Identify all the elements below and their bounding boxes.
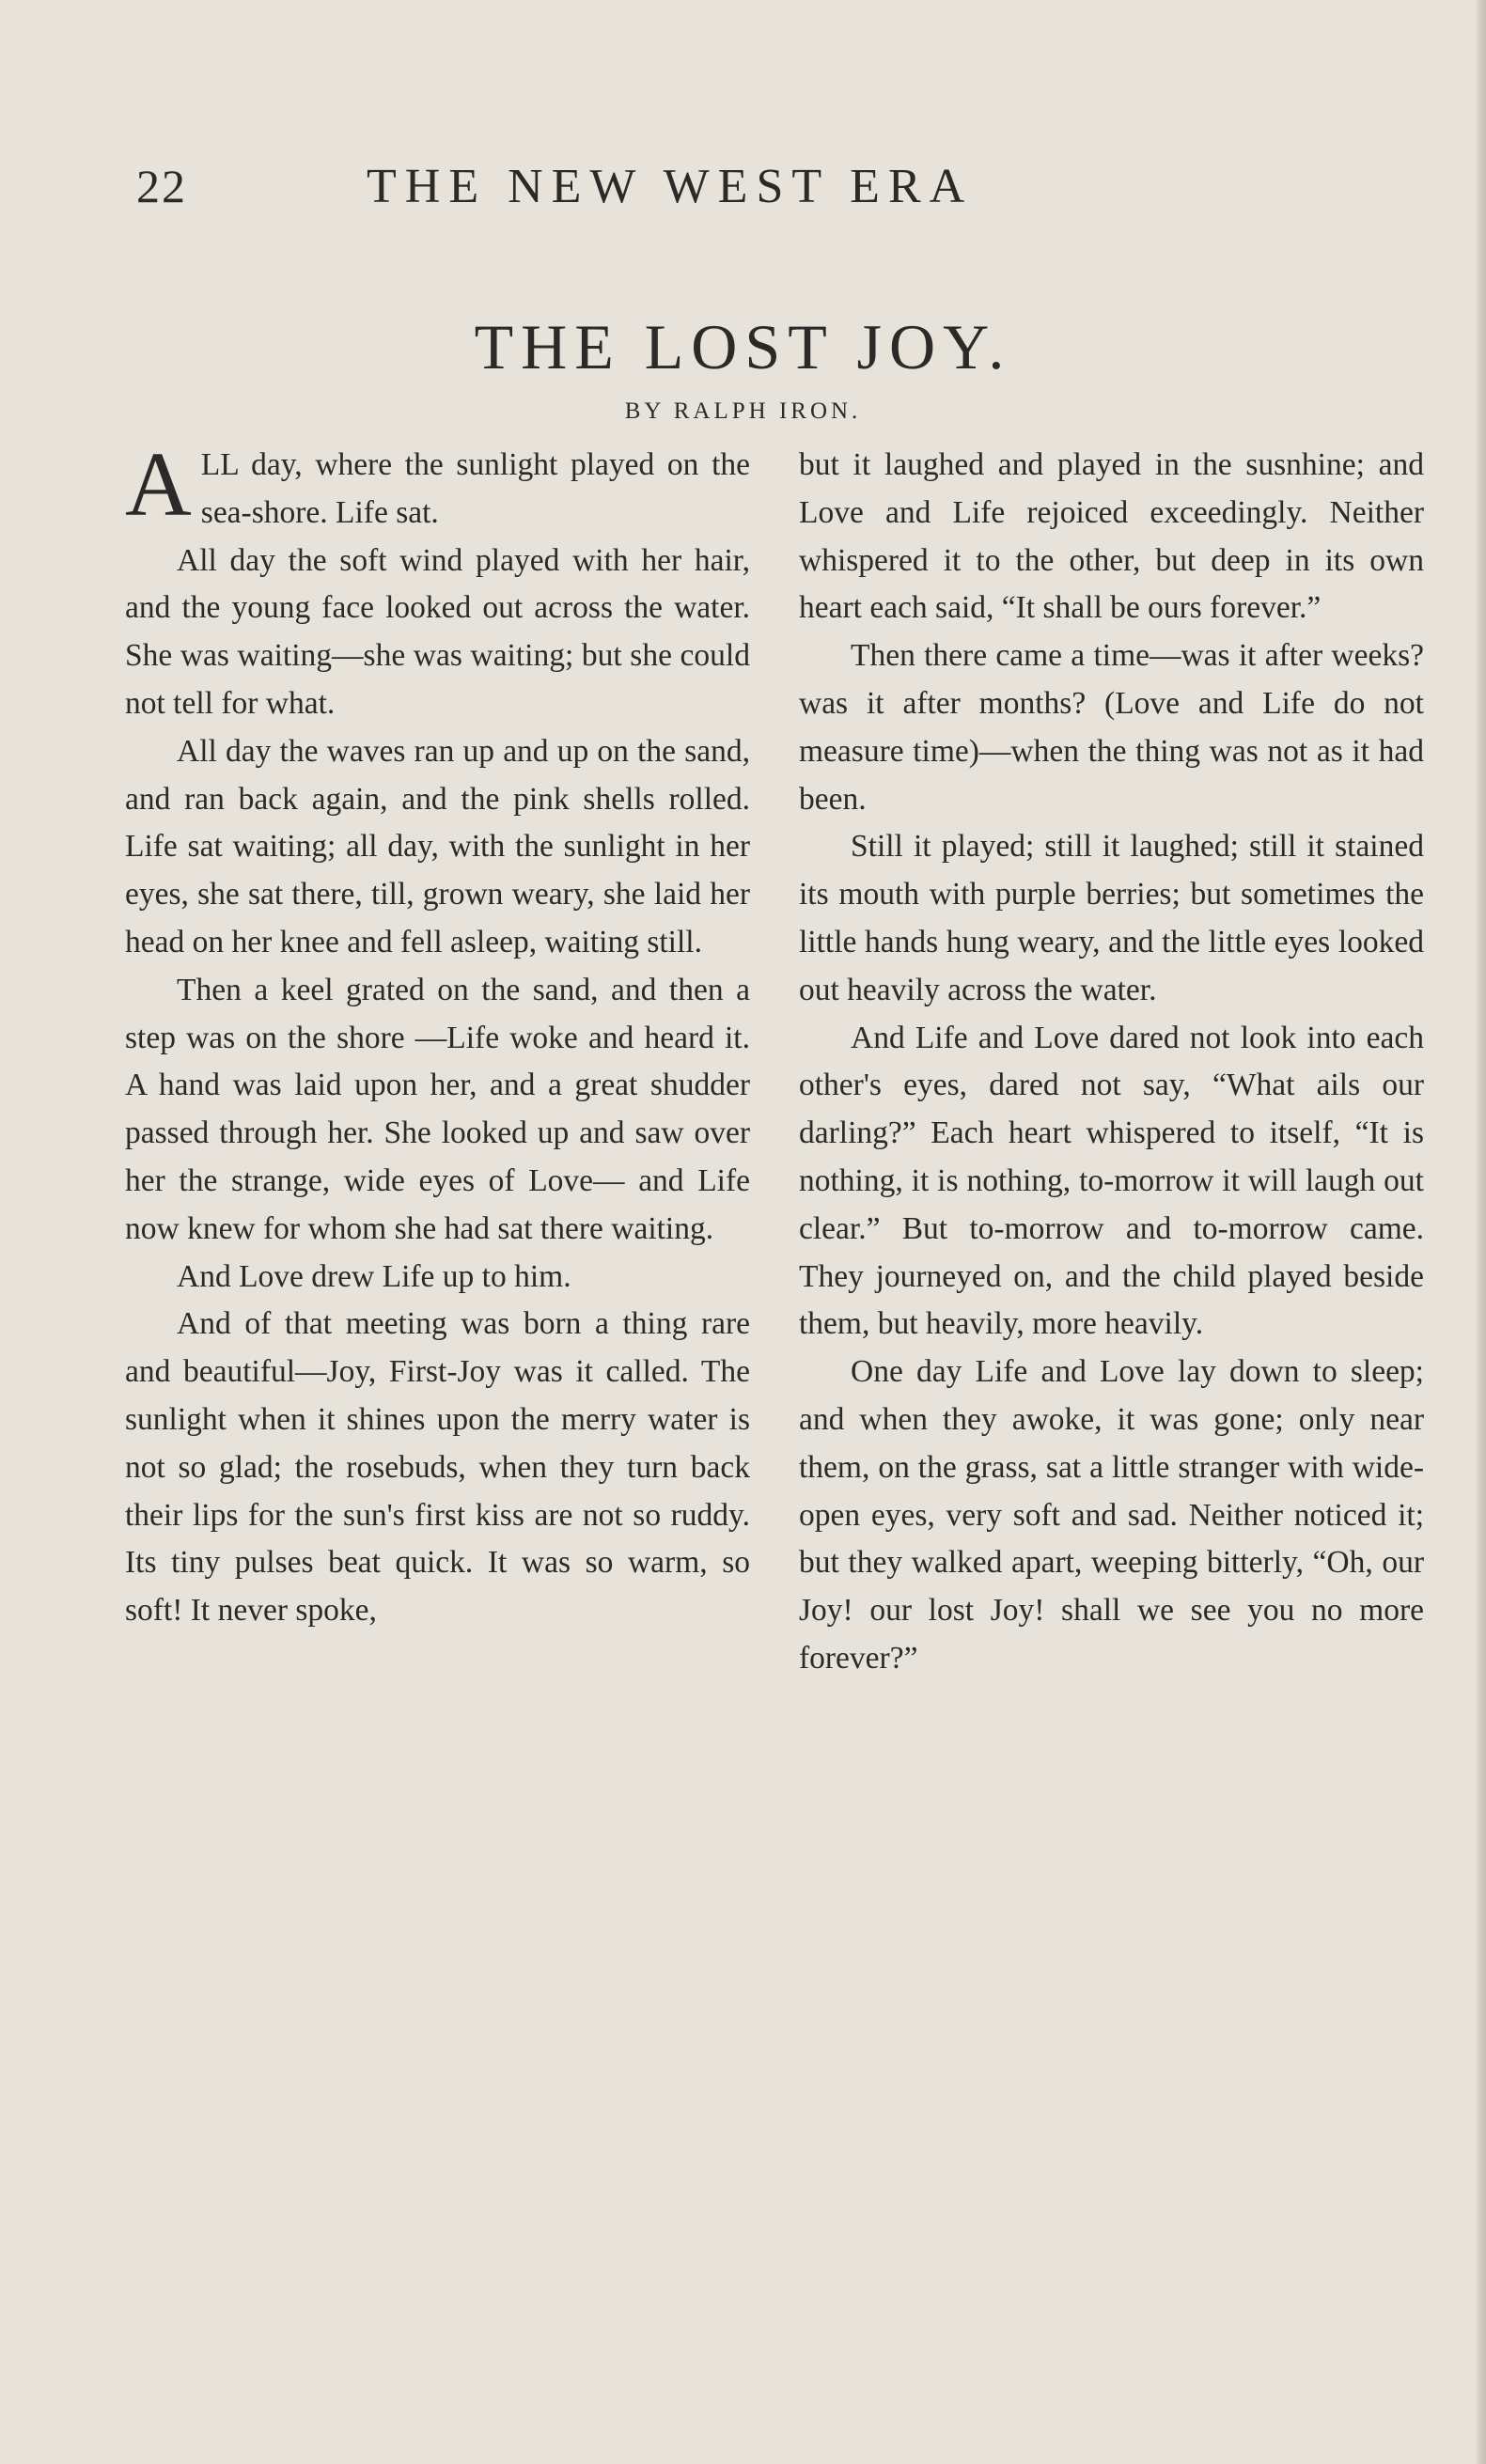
page-edge — [1477, 0, 1486, 2464]
article-title: THE LOST JOY. — [474, 311, 1012, 382]
paragraph: Then there came a time—was it after weeks? was it after months? (Love and Life do not measure time)—when the thing was not as it had been. — [799, 638, 1424, 817]
paragraph: One day Life and Love lay down to sleep; and when they awoke, it was gone; only near them, on the grass, sat a little stranger with wide-open eyes, very soft and sad. Neither noticed it; but they walked apart, weeping bitterly, “Oh, our Joy! our lost Joy! shall we see you no more forever?” — [799, 1354, 1424, 1676]
journal-title: THE NEW WEST ERA — [367, 160, 974, 213]
paragraph: Still it played; still it laughed; still it stained its mouth with purple berries; but sometimes the little hands hung weary, and the little eyes looked out heavily across the water. — [799, 829, 1424, 1007]
running-header — [136, 160, 1217, 228]
paragraph: And Love drew Life up to him. — [177, 1258, 571, 1294]
paragraph: And Life and Love dared not look into each other's eyes, dared not say, “What ails our darling?” Each heart whispered to itself, “It is nothing, it is nothing, to-morrow it will laugh out clear.” But to-morrow and to-morrow came. They journeyed on, and the child played beside them, but heavily, more heavily. — [799, 1020, 1424, 1342]
paragraph: And of that meeting was born a thing rare and beautiful—Joy, First-Joy was it called. The sunlight when it shines upon the merry water is not so glad; the rosebuds, when they turn back their lips for the sun's first kiss are not so ruddy. Its tiny pulses beat quick. It was so warm, so soft! It never spoke, — [125, 1306, 750, 1629]
paragraph: but it laughed and played in the susnhine; and Love and Life rejoiced exceedingly. Neither whispered it to the other, but deep in its own heart each said, “It shall be ours forever.” — [799, 447, 1424, 626]
paragraph: All day the soft wind played with her hair, and the young face looked out across the water. She was waiting—she was waiting; but she could not tell for what. — [125, 542, 750, 721]
paragraph: Then a keel grated on the sand, and then a step was on the shore —Life woke and heard it. A hand was laid upon her, and a great shudder passed through her. She looked up and saw over her the strange, wide eyes of Love— and Life now knew for whom she had sat there waiting. — [125, 972, 750, 1246]
right-column — [799, 442, 1424, 1683]
paragraph-text: LL day, where the sunlight played on the sea-shore. Life sat. — [200, 447, 750, 530]
page-number: 22 — [136, 160, 187, 212]
left-column — [125, 434, 750, 1635]
paragraph: All day the waves ran up and up on the sand, and ran back again, and the pink shells rolled. Life sat waiting; all day, with the sunlight in her eyes, she sat there, till, grown weary, she laid her head on her knee and fell asleep, waiting still. — [125, 733, 750, 959]
drop-cap: A — [125, 434, 192, 536]
article-byline: BY RALPH IRON. — [624, 398, 862, 424]
paragraph — [125, 434, 750, 538]
